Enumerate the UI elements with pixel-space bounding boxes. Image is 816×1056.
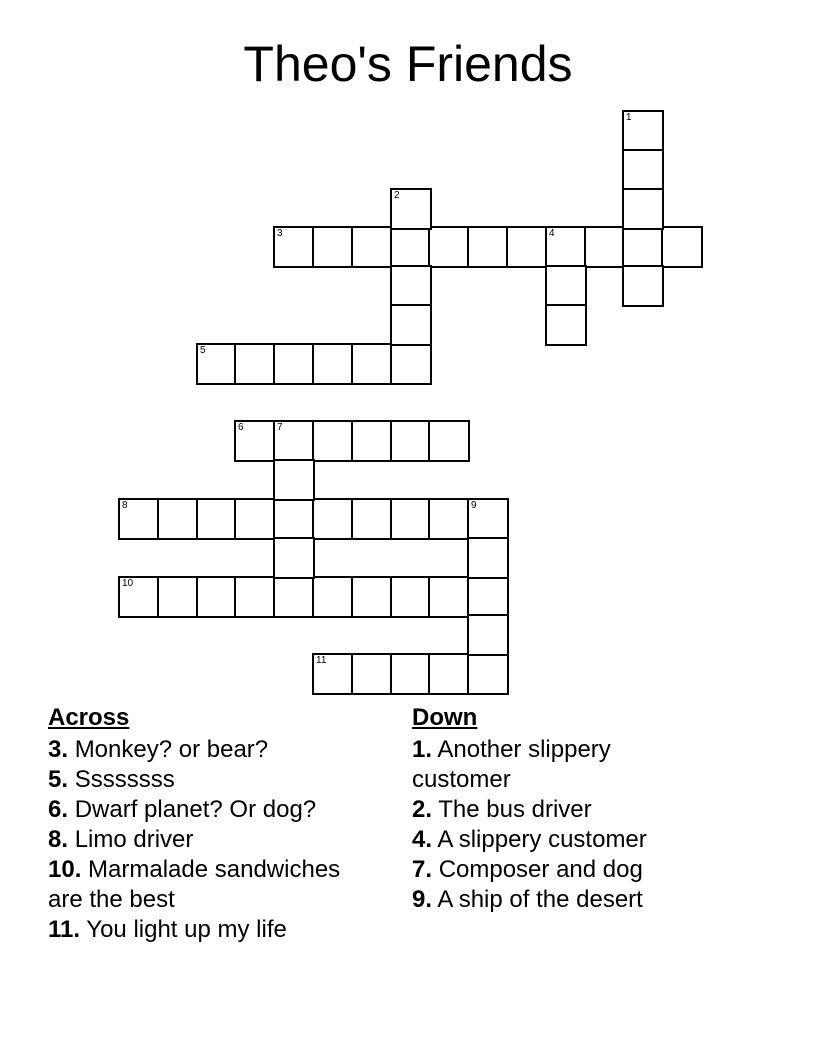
across-clue	[48, 915, 378, 945]
clue-text: Marmalade sandwiches are the best	[48, 856, 341, 913]
grid-cell[interactable]	[351, 498, 393, 540]
cell-number: 7	[277, 422, 283, 433]
across-heading: Across	[48, 704, 130, 731]
clue-number: 10.	[48, 856, 82, 883]
page-title: Theo's Friends	[243, 36, 573, 92]
cell-number: 10	[122, 578, 134, 589]
grid-cell[interactable]	[273, 576, 315, 618]
grid-cell[interactable]	[312, 498, 354, 540]
grid-cell[interactable]	[390, 653, 432, 695]
grid-cell[interactable]	[545, 265, 587, 307]
across-clue	[48, 795, 378, 825]
clue-number: 3.	[48, 736, 69, 763]
clue-number: 1.	[412, 736, 433, 763]
grid-cell[interactable]	[273, 537, 315, 579]
grid-cell[interactable]	[157, 498, 199, 540]
clue-text: Dwarf planet? Or dog?	[74, 796, 317, 823]
grid-cell[interactable]	[390, 576, 432, 618]
grid-cell[interactable]	[428, 420, 470, 462]
grid-cell[interactable]	[118, 498, 160, 540]
cell-number: 9	[471, 500, 477, 511]
cell-number: 3	[277, 228, 283, 239]
grid-cell[interactable]	[312, 653, 354, 695]
grid-cell[interactable]	[273, 498, 315, 540]
grid-cell[interactable]	[312, 420, 354, 462]
clue-text: Another slippery customer	[412, 736, 611, 793]
grid-cell[interactable]	[467, 576, 509, 618]
grid-cell[interactable]	[390, 343, 432, 385]
grid-cell[interactable]	[622, 188, 664, 230]
down-clues	[412, 703, 712, 915]
grid-cell[interactable]	[312, 343, 354, 385]
grid-cell[interactable]	[351, 343, 393, 385]
grid-cell[interactable]	[234, 576, 276, 618]
down-clue	[412, 825, 712, 855]
clue-text: Limo driver	[74, 826, 194, 853]
clue-number: 4.	[412, 826, 433, 853]
grid-cell[interactable]	[390, 188, 432, 230]
grid-cell[interactable]	[622, 265, 664, 307]
grid-cell[interactable]	[196, 576, 238, 618]
down-clue	[412, 855, 712, 885]
grid-cell[interactable]	[118, 576, 160, 618]
cell-number: 11	[316, 655, 327, 666]
grid-cell[interactable]	[234, 420, 276, 462]
cell-number: 4	[549, 228, 555, 239]
grid-cell[interactable]	[157, 576, 199, 618]
cell-number: 2	[394, 190, 400, 201]
grid-cell[interactable]	[351, 420, 393, 462]
clue-text: The bus driver	[438, 796, 592, 823]
grid-cell[interactable]	[390, 498, 432, 540]
grid-cell[interactable]	[545, 226, 587, 268]
grid-cell[interactable]	[428, 498, 470, 540]
across-clue	[48, 765, 378, 795]
grid-cell[interactable]	[390, 265, 432, 307]
grid-cell[interactable]	[312, 576, 354, 618]
grid-cell[interactable]	[390, 226, 432, 268]
grid-cell[interactable]	[428, 653, 470, 695]
clue-number: 7.	[412, 856, 433, 883]
grid-cell[interactable]	[196, 343, 238, 385]
grid-cell[interactable]	[234, 498, 276, 540]
clue-text: Composer and dog	[438, 856, 643, 883]
grid-cell[interactable]	[545, 304, 587, 346]
across-clues	[48, 703, 378, 945]
cell-number: 1	[626, 112, 632, 123]
down-clue	[412, 795, 712, 825]
grid-cell[interactable]	[467, 537, 509, 579]
grid-cell[interactable]	[196, 498, 238, 540]
grid-cell[interactable]	[390, 304, 432, 346]
grid-cell[interactable]	[351, 576, 393, 618]
clue-number: 9.	[412, 886, 433, 913]
grid-cell[interactable]	[467, 614, 509, 656]
grid-cell[interactable]	[351, 226, 393, 268]
grid-cell[interactable]	[273, 343, 315, 385]
grid-cell[interactable]	[428, 226, 470, 268]
grid-cell[interactable]	[234, 343, 276, 385]
cell-number: 5	[200, 345, 206, 356]
down-heading: Down	[412, 704, 478, 731]
clue-number: 6.	[48, 796, 69, 823]
grid-cell[interactable]	[506, 226, 548, 268]
clue-text: Ssssssss	[74, 766, 175, 793]
cell-number: 6	[238, 422, 244, 433]
clue-number: 5.	[48, 766, 69, 793]
across-clue	[48, 855, 378, 915]
grid-cell[interactable]	[467, 653, 509, 695]
down-clue	[412, 735, 712, 795]
grid-cell[interactable]	[622, 110, 664, 152]
grid-cell[interactable]	[467, 226, 509, 268]
grid-cell[interactable]	[273, 226, 315, 268]
grid-cell[interactable]	[351, 653, 393, 695]
down-clue-list	[412, 735, 712, 915]
across-clue	[48, 735, 378, 765]
across-clue-list	[48, 735, 378, 945]
clue-text: A slippery customer	[437, 826, 647, 853]
down-clue	[412, 885, 712, 915]
across-clue	[48, 825, 378, 855]
clue-number: 11.	[48, 916, 81, 943]
clue-text: You light up my life	[86, 916, 287, 943]
grid-cell[interactable]	[622, 226, 664, 268]
grid-cell[interactable]	[622, 149, 664, 191]
grid-cell[interactable]	[273, 420, 315, 462]
grid-cell[interactable]	[661, 226, 703, 268]
grid-cell[interactable]	[390, 420, 432, 462]
grid-cell[interactable]	[467, 498, 509, 540]
clue-number: 8.	[48, 826, 69, 853]
clue-text: A ship of the desert	[437, 886, 643, 913]
grid-cell[interactable]	[273, 459, 315, 501]
grid-cell[interactable]	[312, 226, 354, 268]
grid-cell[interactable]	[428, 576, 470, 618]
grid-cell[interactable]	[584, 226, 626, 268]
clue-number: 2.	[412, 796, 433, 823]
cell-number: 8	[122, 500, 128, 511]
clue-text: Monkey? or bear?	[74, 736, 269, 763]
